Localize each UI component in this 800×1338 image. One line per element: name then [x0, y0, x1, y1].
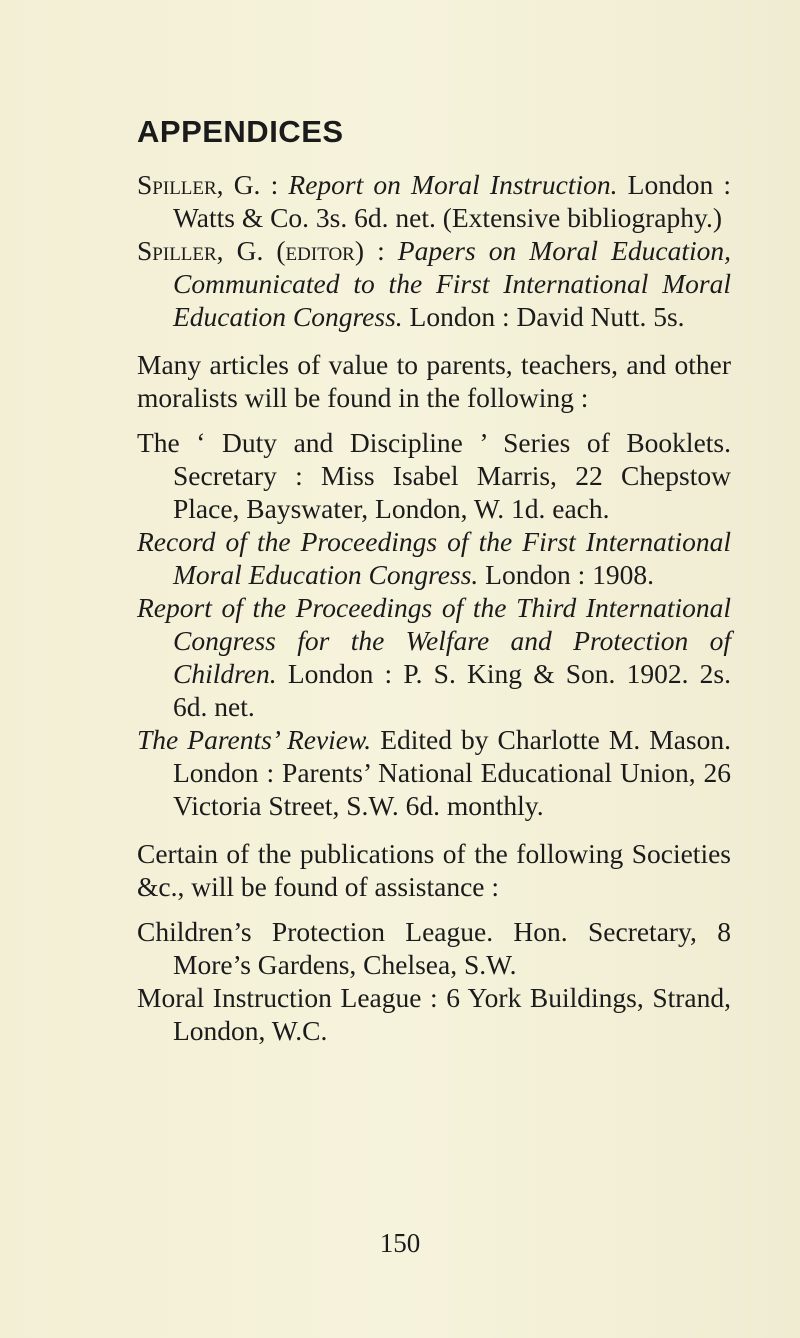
intro-paragraph: Certain of the publications of the following Societies &c., will be found of assistance : — [137, 838, 731, 902]
entry-details: Edited by Charlotte M. Mason. London : Parents’ National Educational Union, 26 Victoria Street, S.W. 6d. monthly. — [173, 724, 732, 821]
bibliography-entry — [137, 168, 731, 234]
entry-title: The Parents’ Review. — [137, 724, 372, 755]
entry-title: Papers on Moral Education, Communicated to the First International Moral Education Congress. — [173, 235, 732, 332]
entry-details: London : David Nutt. 5s. — [402, 301, 685, 332]
entry-author: Spiller, G. (editor) : — [137, 235, 385, 266]
society-entry: Moral Instruction League : 6 York Buildings, Strand, London, W.C. — [137, 982, 731, 1046]
page-number: 150 — [379, 1228, 421, 1258]
entry-details: London : 1908. — [478, 559, 654, 590]
entry-text: The ‘ Duty and Discipline ’ Series of Booklets. Secretary : Miss Isabel Marris, 22 Chepstow Place, Bayswater, London, W. 1d. each. — [137, 427, 731, 524]
entry-title: Report of the Proceedings of the Third International Congress for the Welfare and Protection of Children. — [137, 592, 731, 689]
society-entry: Children’s Protection League. Hon. Secretary, 8 More’s Gardens, Chelsea, S.W. — [137, 916, 731, 980]
periodical-entry — [137, 723, 731, 822]
periodical-entry — [137, 591, 731, 723]
entry-author: Spiller, G. : — [137, 169, 279, 200]
bibliography-entry — [137, 234, 731, 333]
entry-title: Record of the Proceedings of the First International Moral Education Congress. — [137, 526, 731, 590]
periodical-entry — [137, 525, 731, 591]
periodical-entry — [137, 426, 731, 525]
intro-paragraph: Many articles of value to parents, teachers, and other moralists will be found in the following : — [137, 349, 731, 413]
entry-details: London : P. S. King & Son. 1902. 2s. 6d. net. — [173, 658, 731, 722]
page-body — [137, 168, 731, 1047]
entry-title: Report on Moral Instruction. — [288, 169, 618, 200]
running-heading: APPENDICES — [137, 114, 344, 149]
entry-details: London : Watts & Co. 3s. 6d. net. (Extensive bibliography.) — [173, 169, 731, 233]
